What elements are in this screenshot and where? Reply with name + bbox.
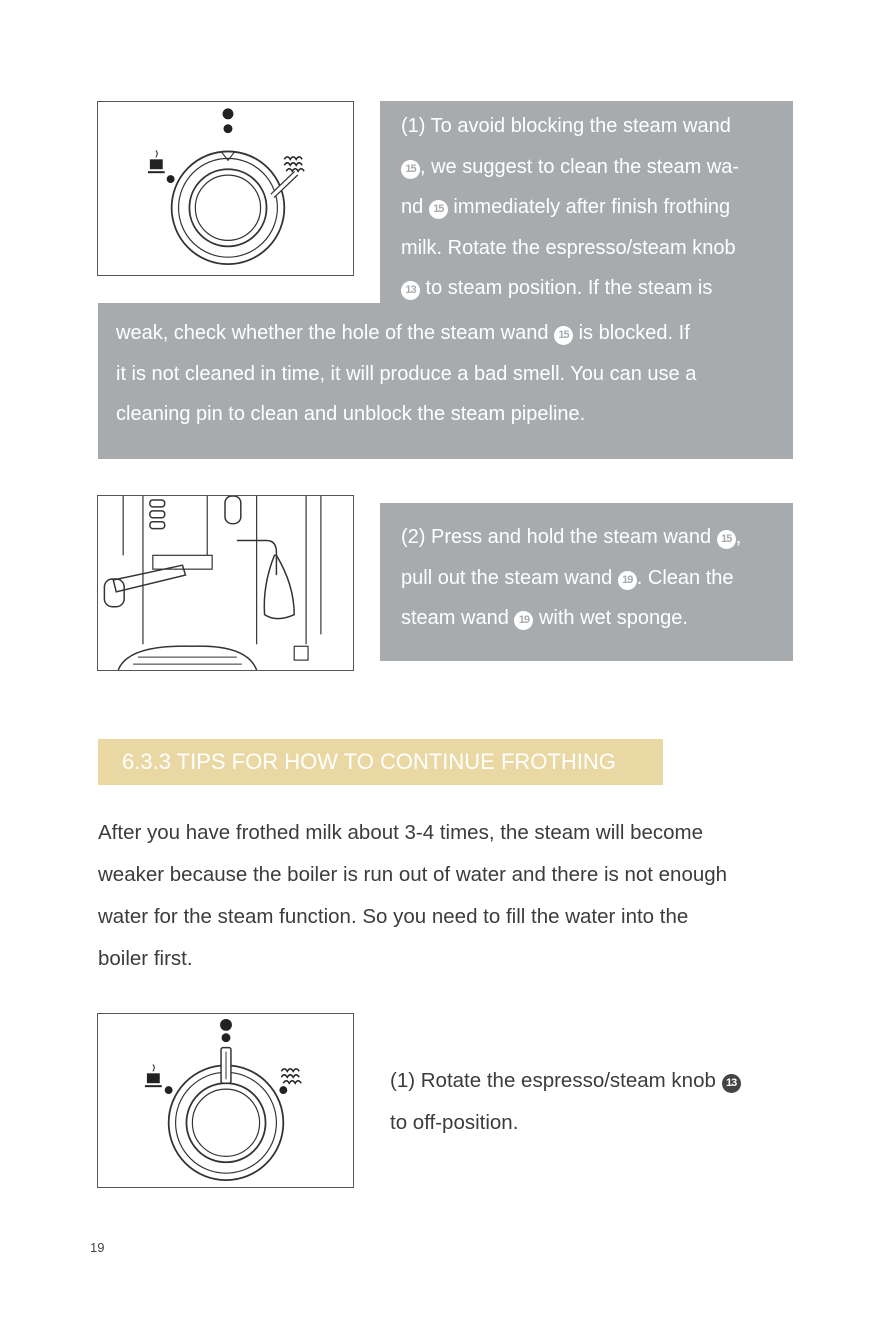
text-line: weaker because the boiler is run out of water and there is not enough bbox=[98, 863, 728, 886]
section-paragraph bbox=[98, 812, 798, 980]
text-line: cleaning pin to clean and unblock the steam pipeline. bbox=[116, 403, 586, 425]
part-number-badge: 15 bbox=[401, 160, 420, 179]
text-line: After you have frothed milk about 3-4 times, the steam will become bbox=[98, 821, 704, 844]
steam-cleaning-text-bottom bbox=[116, 313, 696, 435]
text-line: milk. Rotate the espresso/steam knob bbox=[401, 236, 736, 259]
text-line: boiler first. bbox=[98, 947, 193, 970]
machine-diagram bbox=[98, 496, 353, 670]
part-number-badge: 15 bbox=[554, 326, 573, 345]
part-number-badge: 13 bbox=[722, 1074, 741, 1093]
part-number-badge: 13 bbox=[401, 281, 420, 300]
knob-steam-figure bbox=[97, 101, 354, 276]
steam-cleaning-text-top bbox=[401, 106, 739, 309]
text-line: weak, check whether the hole of the steam wand 15 is blocked. If bbox=[116, 322, 690, 344]
text-line: (2) Press and hold the steam wand 15 , bbox=[401, 526, 742, 548]
part-number-badge: 19 bbox=[618, 571, 637, 590]
press-hold-text bbox=[401, 517, 741, 639]
rotate-step-text bbox=[390, 1060, 741, 1144]
knob-off-figure bbox=[97, 1013, 354, 1188]
text-line: 13 to steam position. If the steam is bbox=[401, 268, 739, 309]
text-line: it is not cleaned in time, it will produce a bad smell. You can use a bbox=[116, 362, 697, 385]
part-number-badge: 15 bbox=[717, 530, 736, 549]
text-line: 15 , we suggest to clean the steam wa- bbox=[401, 147, 739, 188]
text-line: (1) Rotate the espresso/steam knob 13 bbox=[390, 1060, 741, 1102]
text-line: to off-position. bbox=[390, 1111, 519, 1134]
part-number-badge: 19 bbox=[514, 611, 533, 630]
steam-knob-diagram bbox=[98, 102, 353, 275]
section-heading: 6.3.3 TIPS FOR HOW TO CONTINUE FROTHING bbox=[98, 739, 663, 785]
knob-off-diagram bbox=[98, 1014, 353, 1187]
page-number: 19 bbox=[90, 1240, 105, 1255]
machine-steam-wand-figure bbox=[97, 495, 354, 671]
text-line: water for the steam function. So you need to fill the water into the bbox=[98, 905, 689, 928]
text-line: pull out the steam wand 19 . Clean the bbox=[401, 566, 734, 589]
text-line: steam wand 19 with wet sponge. bbox=[401, 607, 688, 629]
text-line: nd 15 immediately after finish frothing bbox=[401, 196, 731, 218]
part-number-badge: 15 bbox=[429, 200, 448, 219]
text-line: (1) To avoid blocking the steam wand bbox=[401, 115, 731, 137]
